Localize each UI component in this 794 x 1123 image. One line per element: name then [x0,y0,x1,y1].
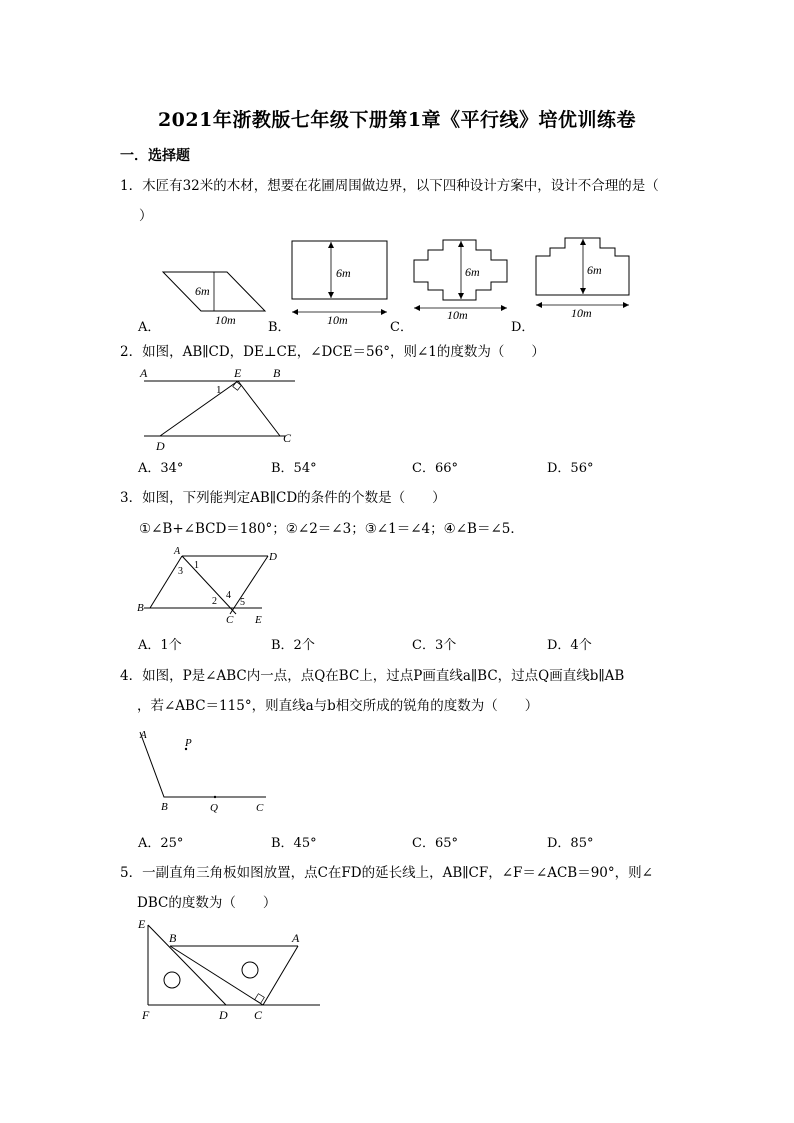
q5-label-b: B [169,931,177,945]
question-1-text-cont: ） [139,208,153,224]
q3-label-4: 4 [226,590,231,601]
q2-option-b: B．54° [271,461,317,476]
q4-label-p: P [185,737,192,749]
q2-label-a: A [140,366,148,380]
question-2-figure [130,362,310,454]
q3-label-a: A [174,546,181,557]
q4-option-b: B．45° [271,836,317,851]
q5-label-c: C [254,1008,263,1022]
q3-label-d: D [269,551,277,563]
q1-option-d: D． [511,320,535,335]
q3-option-b: B．2个 [271,638,315,653]
fig-c-width: 10m [447,308,468,322]
q2-label-1: 1 [216,384,222,396]
q4-option-a: A．25° [138,836,184,851]
question-3-figure [130,542,280,626]
q4-label-c: C [256,802,264,814]
q4-label-a: A [140,729,147,741]
figure-a-parallelogram [163,272,265,327]
question-2-text: 2．如图，AB∥CD，DE⊥CE，∠DCE＝56°，则∠1的度数为（ ） [120,344,545,360]
q4-option-d: D．85° [547,836,594,851]
q1-option-a: A． [138,320,161,335]
question-3-conditions: ①∠B+∠BCD＝180°；②∠2＝∠3；③∠1＝∠4；④∠B＝∠5． [139,521,524,537]
q3-label-1: 1 [194,560,199,571]
question-3-text: 3．如图，下列能判定AB∥CD的条件的个数是（ ） [120,490,446,506]
q2-option-d: D．56° [547,461,594,476]
fig-a-width: 10m [215,313,236,327]
fig-a-height: 6m [195,284,210,298]
q2-label-c: C [283,431,292,445]
q2-label-e: E [234,366,242,380]
question-4-figure [130,722,280,818]
q3-label-c: C [226,614,234,626]
fig-d-height: 6m [587,263,602,277]
figure-d-stepped [536,238,629,320]
question-5-text-cont: DBC的度数为（ ） [137,895,277,911]
question-4-text-cont: ，若∠ABC＝115°，则直线a与b相交所成的锐角的度数为（ ） [137,698,539,714]
q5-label-a: A [292,931,300,945]
q3-option-d: D．4个 [547,638,592,653]
fig-d-width: 10m [571,306,592,320]
q2-label-b: B [273,366,281,380]
q3-label-3: 3 [178,566,183,577]
page-title: 2021年浙教版七年级下册第1章《平行线》培优训练卷 [157,109,637,131]
fig-b-height: 6m [336,266,351,280]
fig-c-height: 6m [465,265,480,279]
figure-b-rectangle [292,241,387,327]
q2-option-c: C．66° [412,461,458,476]
question-1-text: 1．木匠有32米的木材，想要在花圃周围做边界，以下四种设计方案中，设计不合理的是（ [120,178,659,194]
q3-label-b: B [137,602,144,614]
q3-label-e: E [255,614,262,626]
q3-label-2: 2 [212,596,217,607]
q2-label-d: D [156,439,165,453]
q4-option-c: C．65° [412,836,458,851]
section-heading: 一．选择题 [120,148,190,164]
q5-label-f: F [142,1008,150,1022]
q4-label-b: B [161,801,168,813]
q1-option-c: C． [390,320,413,335]
q5-label-e: E [138,917,146,931]
question-5-text: 5．一副直角三角板如图放置，点C在FD的延长线上，AB∥CF，∠F＝∠ACB＝90°，则∠ [120,865,653,881]
question-4-text: 4．如图，P是∠ABC内一点，点Q在BC上，过点P画直线a∥BC，过点Q画直线b∥AB [120,668,625,684]
q1-option-b: B． [268,320,291,335]
q3-label-5: 5 [240,597,245,608]
q3-option-a: A．1个 [138,638,182,653]
figure-c-cross [414,240,507,322]
q4-label-q: Q [210,802,218,814]
q3-option-c: C．3个 [412,638,457,653]
q5-label-d: D [219,1008,228,1022]
q2-option-a: A．34° [138,461,184,476]
fig-b-width: 10m [327,313,348,327]
question-5-figure [130,915,330,1025]
